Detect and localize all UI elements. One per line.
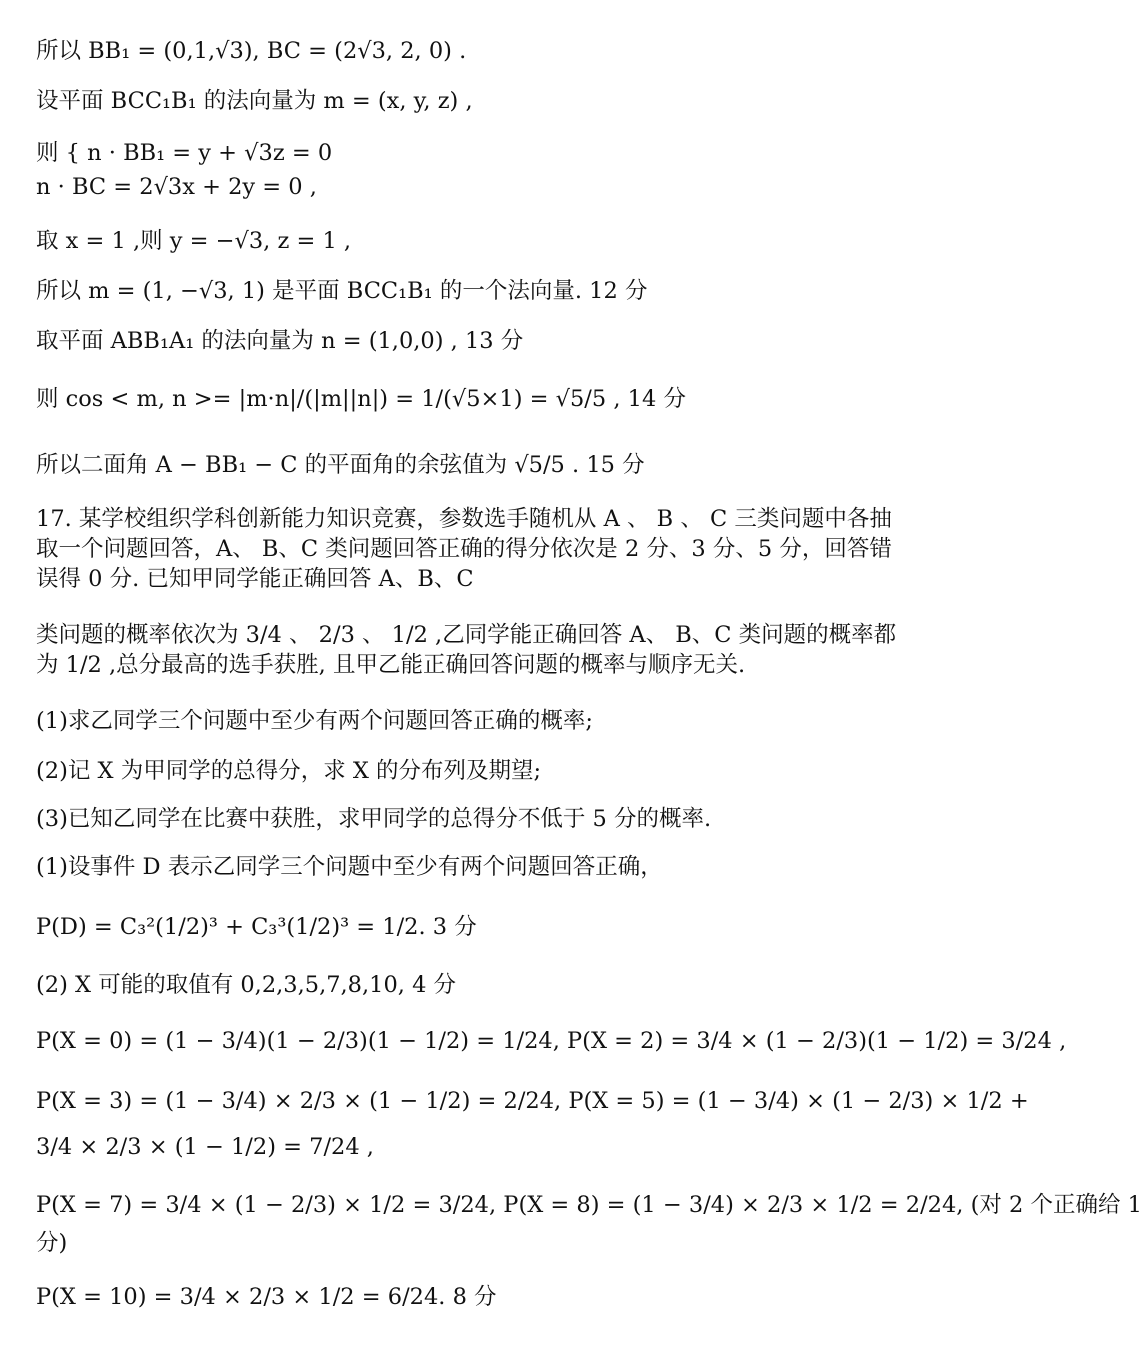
solution-line: P(X = 0) = (1 − 3/4)(1 − 2/3)(1 − 1/2) = 1/24, P(X = 2) = 3/4 × (1 − 2/3)(1 − 1/2) = 3/24 ,	[36, 1028, 1067, 1054]
sub-question-2: (2)记 X 为甲同学的总得分，求 X 的分布列及期望;	[36, 758, 542, 784]
text-line: 取平面 ABB₁A₁ 的法向量为 n = (1,0,0) , 13 分	[36, 328, 524, 354]
question-17-stem: 17. 某学校组织学科创新能力知识竞赛，参数选手随机从 A 、 B 、 C 三类问题中各抽取一个问题回答，A、 B、C 类问题回答正确的得分依次是 2 分、3 分、5 分，回答错误得 0 分. 已知甲同学能正确回答 A、B、C	[36, 506, 892, 592]
question-17-stem-continued: 类问题的概率依次为 3/4 、 2/3 、 1/2 ,乙同学能正确回答 A、 B、C 类问题的概率都为 1/2 ,总分最高的选手获胜, 且甲乙能正确回答问题的概率与顺序无关.	[36, 622, 897, 678]
solution-line: 3/4 × 2/3 × (1 − 1/2) = 7/24 ,	[36, 1134, 374, 1160]
text-line: 则 { n · BB₁ = y + √3z = 0	[36, 140, 333, 166]
text-line: 所以 BB₁ = (0,1,√3), BC = (2√3, 2, 0) .	[36, 38, 467, 64]
text-line: n · BC = 2√3x + 2y = 0 ,	[36, 174, 317, 200]
solution-line: P(D) = C₃²(1/2)³ + C₃³(1/2)³ = 1/2. 3 分	[36, 914, 477, 940]
sub-question-3: (3)已知乙同学在比赛中获胜，求甲同学的总得分不低于 5 分的概率.	[36, 806, 712, 832]
text-line: 取 x = 1 ,则 y = −√3, z = 1 ,	[36, 228, 352, 254]
solution-line: (2) X 可能的取值有 0,2,3,5,7,8,10, 4 分	[36, 972, 457, 998]
text-line: 所以二面角 A − BB₁ − C 的平面角的余弦值为 √5/5 . 15 分	[36, 452, 645, 478]
solution-line: 分)	[36, 1230, 68, 1256]
solution-line: P(X = 10) = 3/4 × 2/3 × 1/2 = 6/24. 8 分	[36, 1284, 497, 1310]
text-line: 所以 m = (1, −√3, 1) 是平面 BCC₁B₁ 的一个法向量. 12 分	[36, 278, 648, 304]
solution-line: P(X = 7) = 3/4 × (1 − 2/3) × 1/2 = 3/24, P(X = 8) = (1 − 3/4) × 2/3 × 1/2 = 2/24, (对 2 个正确给 1	[36, 1192, 1142, 1218]
solution-line: (1)设事件 D 表示乙同学三个问题中至少有两个问题回答正确，	[36, 854, 663, 880]
text-line: 则 cos < m, n >= |m·n|/(|m||n|) = 1/(√5×1) = √5/5 , 14 分	[36, 386, 686, 412]
text-line: 设平面 BCC₁B₁ 的法向量为 m = (x, y, z) ,	[36, 88, 473, 114]
solution-line: P(X = 3) = (1 − 3/4) × 2/3 × (1 − 1/2) = 2/24, P(X = 5) = (1 − 3/4) × (1 − 2/3) × 1/2 +	[36, 1088, 1029, 1114]
sub-question-1: (1)求乙同学三个问题中至少有两个问题回答正确的概率;	[36, 708, 593, 734]
